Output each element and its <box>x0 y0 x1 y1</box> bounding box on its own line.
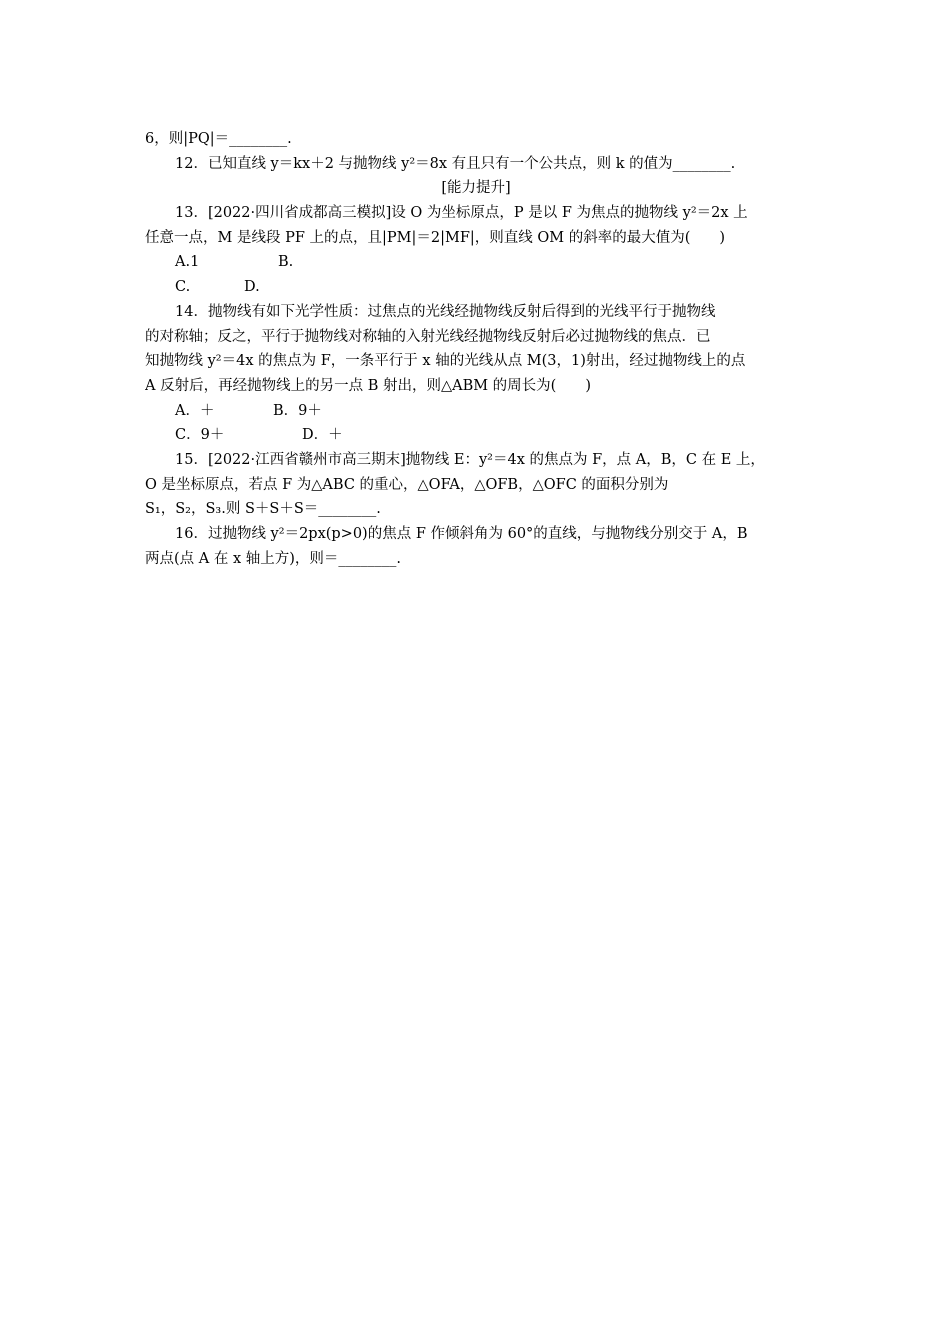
question-12-text: 12．已知直线 y＝kx＋2 与抛物线 y²＝8x 有且只有一个公共点，则 k 的值为________. <box>175 155 736 172</box>
question-14-line-1 <box>145 300 807 325</box>
question-13-line-2 <box>145 226 807 251</box>
question-13-line-2-text: 任意一点，M 是线段 PF 上的点，且|PM|＝2|MF|，则直线 OM 的斜率的最大值为( ) <box>145 229 726 246</box>
q13-option-b: B. <box>278 254 294 271</box>
question-14-options-row-1 <box>145 399 807 424</box>
question-14-line-3-text: 知抛物线 y²＝4x 的焦点为 F，一条平行于 x 轴的光线从点 M(3，1)射出，经过抛物线上的点 <box>145 353 746 370</box>
q14-option-b: B．9＋ <box>273 402 322 419</box>
question-16-line-1 <box>145 522 807 547</box>
question-16-line-1-text: 16．过抛物线 y²＝2px(p>0)的焦点 F 作倾斜角为 60°的直线，与抛物线分别交于 A，B <box>175 526 748 542</box>
question-16-line-2-text: 两点(点 A 在 x 轴上方)，则＝________. <box>145 550 402 567</box>
section-heading-text: [能力提升] <box>441 180 511 197</box>
question-14-line-4 <box>145 374 807 399</box>
question-14-line-1-text: 14．抛物线有如下光学性质：过焦点的光线经抛物线反射后得到的光线平行于抛物线 <box>175 303 716 320</box>
question-14-line-2 <box>145 325 807 350</box>
question-15-line-1 <box>145 448 807 473</box>
document-body <box>145 127 807 571</box>
q13-option-c: C. <box>175 279 191 296</box>
question-12 <box>145 152 807 177</box>
question-15-line-2 <box>145 473 807 498</box>
question-11-tail <box>145 127 807 152</box>
question-15-line-2-text: O 是坐标原点，若点 F 为△ABC 的重心，△OFA，△OFB，△OFC 的面积分别为 <box>145 476 669 493</box>
question-13-line-1-text: 13．[2022·四川省成都高三模拟]设 O 为坐标原点，P 是以 F 为焦点的抛物线 y²＝2x 上 <box>175 205 748 222</box>
q14-option-c: C．9＋ <box>175 427 225 444</box>
question-13-line-1 <box>145 201 807 226</box>
q13-option-a: A.1 <box>175 254 200 271</box>
question-13-options-row-2 <box>145 275 807 300</box>
section-heading <box>145 176 807 201</box>
question-15-line-3 <box>145 497 807 522</box>
question-11-tail-text: 6，则|PQ|＝________. <box>145 131 292 147</box>
q14-option-a: A．＋ <box>175 402 215 419</box>
question-14-line-2-text: 的对称轴；反之，平行于抛物线对称轴的入射光线经抛物线反射后必过抛物线的焦点．已 <box>145 328 711 345</box>
q13-option-d: D. <box>244 279 260 296</box>
q14-option-d: D．＋ <box>302 427 343 444</box>
question-15-line-1-text: 15．[2022·江西省赣州市高三期末]抛物线 E：y²＝4x 的焦点为 F，点 A，B，C 在 E 上， <box>175 451 765 468</box>
question-16-line-2 <box>145 547 807 572</box>
question-13-options-row-1 <box>145 250 807 275</box>
question-15-line-3-text: S₁，S₂，S₃.则 S＋S＋S＝________. <box>145 501 381 518</box>
question-14-line-3 <box>145 349 807 374</box>
question-14-options-row-2 <box>145 423 807 448</box>
question-14-line-4-text: A 反射后，再经抛物线上的另一点 B 射出，则△ABM 的周长为( ) <box>145 377 592 394</box>
